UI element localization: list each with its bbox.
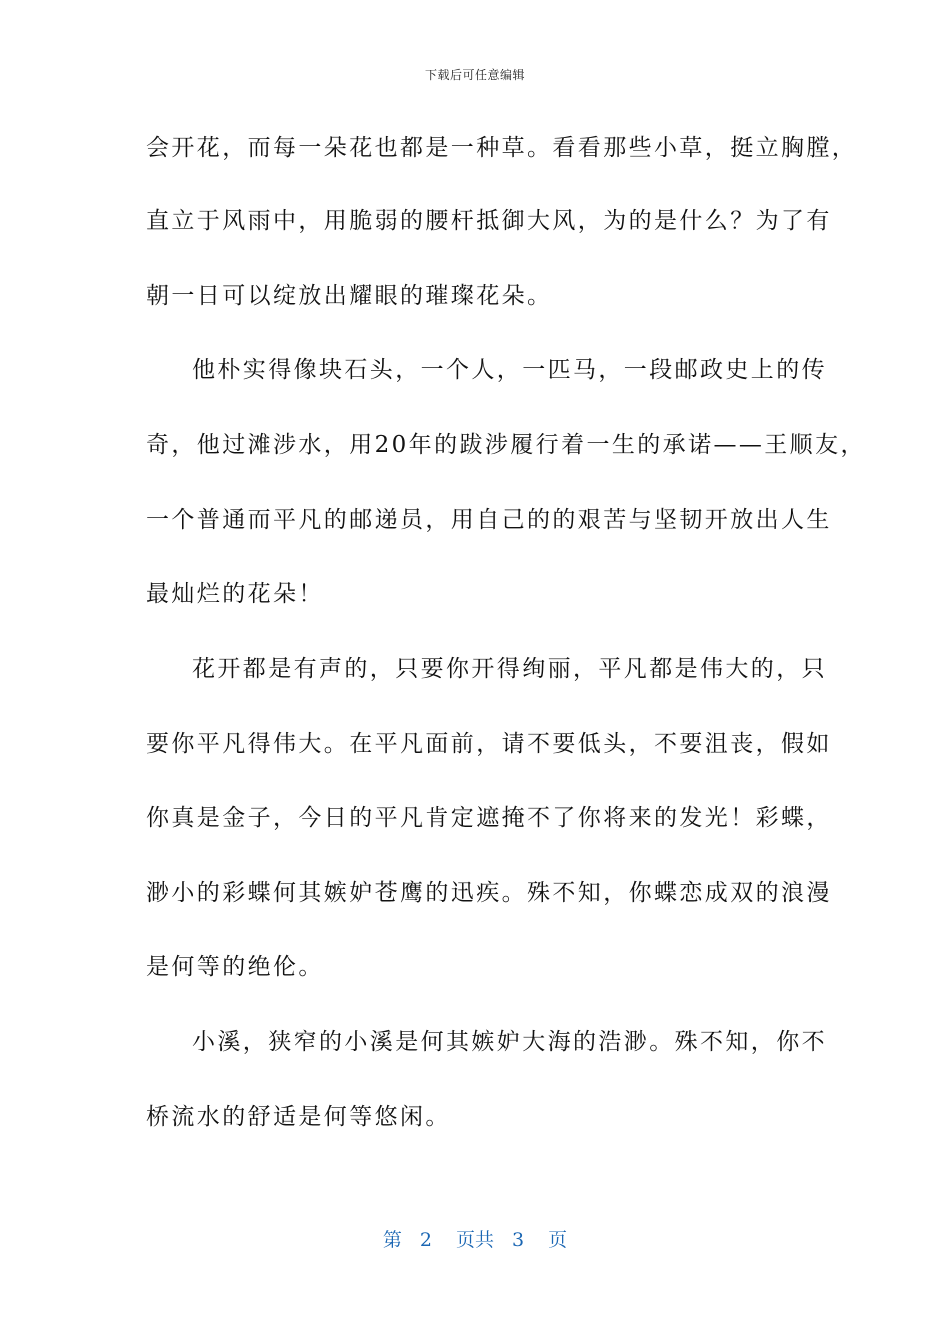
paragraph-first-line: 花开都是有声的，只要你开得绚丽，平凡都是伟大的，只 bbox=[192, 656, 827, 682]
text-line: 桥流水的舒适是何等悠闲。 bbox=[146, 1104, 451, 1130]
text-line: 一个普通而平凡的邮递员，用自己的的艰苦与坚韧开放出人生 bbox=[146, 507, 832, 533]
page-label-mid: 页共 bbox=[455, 1229, 494, 1251]
page-number-footer bbox=[0, 1225, 950, 1252]
total-pages-number: 3 bbox=[512, 1229, 525, 1251]
current-page-number: 2 bbox=[419, 1229, 432, 1251]
paragraph-first-line: 他朴实得像块石头，一个人，一匹马，一段邮政史上的传 bbox=[192, 357, 827, 383]
page-header: 下载后可任意编辑 bbox=[424, 68, 525, 82]
text-line: 渺小的彩蝶何其嫉妒苍鹰的迅疾。殊不知，你蝶恋成双的浪漫 bbox=[146, 880, 832, 906]
text-line: 会开花，而每一朵花也都是一种草。看看那些小草，挺立胸膛， bbox=[146, 135, 858, 161]
text-line: 朝一日可以绽放出耀眼的璀璨花朵。 bbox=[146, 283, 553, 309]
text-line: 你真是金子，今日的平凡肯定遮掩不了你将来的发光！彩蝶， bbox=[146, 805, 832, 831]
text-line: 是何等的绝伦。 bbox=[146, 954, 324, 980]
text-line: 最灿烂的花朵！ bbox=[146, 581, 324, 607]
text-line: 直立于风雨中，用脆弱的腰杆抵御大风，为的是什么？为了有 bbox=[146, 208, 832, 234]
text-line: 要你平凡得伟大。在平凡面前，请不要低头，不要沮丧，假如 bbox=[146, 731, 832, 757]
paragraph-first-line: 小溪，狭窄的小溪是何其嫉妒大海的浩渺。殊不知，你不 bbox=[192, 1029, 827, 1055]
page-label-prefix: 第 bbox=[382, 1229, 402, 1251]
text-line: 奇，他过滩涉水，用20年的跋涉履行着一生的承诺——王顺友， bbox=[146, 432, 866, 458]
page-label-suffix: 页 bbox=[548, 1229, 568, 1251]
